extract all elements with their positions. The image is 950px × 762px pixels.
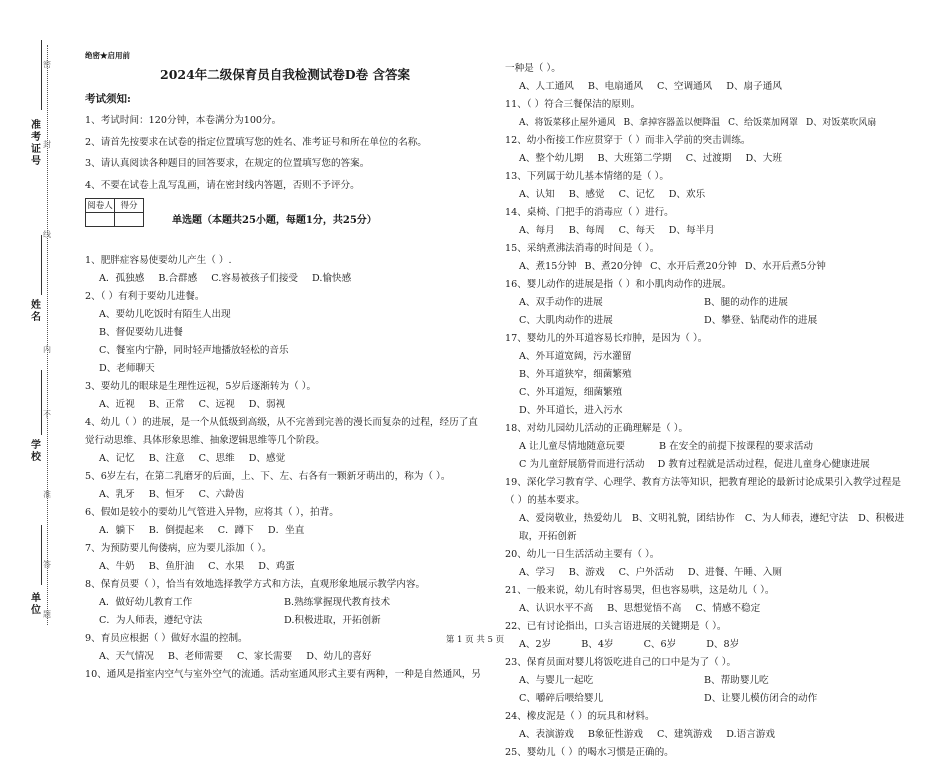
option: A、整个幼儿期 — [519, 153, 584, 164]
seal-warn-char: 密 — [43, 60, 51, 69]
question-options — [85, 612, 485, 630]
option: C、过渡期 — [685, 153, 732, 164]
option: C、水开后煮20分钟 — [650, 261, 737, 272]
question-stem: 25、婴幼儿（ ）的喝水习惯是正确的。 — [505, 747, 674, 758]
option: D、8岁 — [706, 639, 740, 650]
option: A、外耳道宽阔，污水灌留 — [519, 351, 632, 362]
seal-warn-char: 不 — [43, 410, 51, 419]
page-footer: 第 1 页 共 5 页 — [445, 635, 505, 645]
option: D、积极进取，开拓创新 — [519, 513, 905, 542]
option: A、2岁 — [519, 639, 552, 650]
option: C、记忆 — [618, 189, 655, 200]
grader-cell — [86, 213, 115, 227]
option: C、六龄齿 — [198, 489, 245, 500]
score-header: 得分 — [115, 199, 144, 213]
question-options — [85, 486, 485, 504]
question-stem: 16、婴儿动作的进展是指（ ）和小肌肉动作的进展。 — [505, 279, 732, 290]
question-stem: 23、保育员面对婴儿将饭吃进自己的口中是为了（ ）。 — [505, 657, 737, 668]
option: B、正常 — [148, 399, 185, 410]
question-options — [85, 522, 485, 540]
option: B、拿掉容器盖以便降温 — [623, 118, 721, 128]
left-column — [85, 51, 485, 684]
option: C、空调通风 — [656, 81, 713, 92]
question-options — [505, 600, 905, 618]
option: B、督促要幼儿进餐 — [99, 327, 183, 338]
option: B、鱼肝油 — [148, 561, 195, 572]
option: A、爱岗敬业，热爱幼儿 — [519, 513, 622, 524]
option: A．躺下 — [99, 525, 135, 536]
notice-list — [85, 112, 485, 194]
question-stem: 21、一般来说，幼儿有时容易哭，但也容易哄，这是幼儿（ ）。 — [505, 585, 775, 596]
option: A、每月 — [519, 225, 555, 236]
option: B、煮20分钟 — [584, 261, 643, 272]
question-stem: 15、采纳煮沸法消毒的时间是（ ）。 — [505, 243, 660, 254]
question-stem: 13、下列属于幼儿基本情绪的是（ ）。 — [505, 171, 669, 182]
option: D、水开后煮5分钟 — [744, 261, 826, 272]
option: A、将饭菜移止屋外通风 — [519, 118, 616, 128]
question-stem: 8、保育员要（ ），恰当有效地选择教学方式和方法，直观形象地展示教学内容。 — [85, 579, 426, 590]
seal-warn-char: 题 — [43, 610, 51, 619]
question-options — [505, 564, 905, 582]
option: A、双手动作的进展 — [519, 297, 603, 308]
score-table — [85, 198, 144, 227]
option: D、幼儿的喜好 — [306, 651, 372, 662]
question-stem: 5、6岁左右，在第二乳磨牙的后面，上、下、左、右各有一颗新牙萌出的，称为（ ）。 — [85, 471, 451, 482]
option: A、表演游戏 — [519, 729, 574, 740]
name-label: 姓名 — [31, 300, 41, 323]
question-stem: 6、假如是较小的要幼儿气管进入异物，应将其（ ），拍背。 — [85, 507, 339, 518]
option: C 为儿童舒展筋骨而进行活动 — [519, 459, 645, 470]
score-cell — [115, 213, 144, 227]
option: D、感觉 — [248, 453, 286, 464]
seal-warn-char: 答 — [43, 560, 51, 569]
question-stem: 24、橡皮泥是（ ）的玩具和材料。 — [505, 711, 655, 722]
name-field — [41, 235, 42, 295]
option: C、嚼碎后喂给婴儿 — [519, 693, 604, 704]
option: A、记忆 — [99, 453, 135, 464]
option: B、外耳道狭窄，细菌繁殖 — [519, 369, 632, 380]
option: B、4岁 — [581, 639, 614, 650]
seal-warn-char: 内 — [43, 345, 51, 354]
question-options — [505, 672, 905, 690]
unit-label: 单位 — [31, 593, 41, 616]
seal-warn-char: 准 — [43, 490, 51, 499]
option: B、文明礼貌，团结协作 — [631, 513, 735, 524]
question-options — [85, 396, 485, 414]
question-options — [505, 690, 905, 708]
option: D、进餐、午睡、入厕 — [687, 567, 782, 578]
option: B、恒牙 — [148, 489, 185, 500]
option: C、远视 — [198, 399, 235, 410]
question-stem: 9、育员应根据（ ）做好水温的控制。 — [85, 633, 248, 644]
question-stem: 7、为预防要儿佝偻病，应为要儿添加（ ）。 — [85, 543, 272, 554]
score-area — [85, 198, 485, 252]
option: D、攀登、钻爬动作的进展 — [704, 315, 818, 326]
option: B、电扇通风 — [587, 81, 643, 92]
option: D、对饭菜吹风扇 — [806, 118, 877, 128]
option: C、户外活动 — [618, 567, 674, 578]
school-label: 学校 — [31, 440, 41, 463]
notice-item: 2、请首先按要求在试卷的指定位置填写您的姓名、准考证号和所在单位的名称。 — [85, 136, 427, 148]
question-stem: 2、（ ）有利于要幼儿进餐。 — [85, 291, 205, 302]
option: B.合群感 — [158, 273, 198, 284]
question-options — [505, 150, 905, 168]
seal-line — [47, 45, 48, 625]
option: D.积极进取，开拓创新 — [284, 615, 381, 626]
option: C、外耳道短，细菌繁殖 — [519, 387, 623, 398]
option: B象征性游戏 — [587, 729, 643, 740]
option: C、给饭菜加网罩 — [728, 118, 799, 128]
option: D、老师聊天 — [99, 363, 155, 374]
question-options — [505, 78, 905, 96]
binding-margin — [0, 0, 82, 671]
notice-item: 4、不要在试卷上乱写乱画，请在密封线内答题，否则不予评分。 — [85, 179, 360, 191]
grader-header: 阅卷人 — [87, 200, 113, 211]
option: D 教育过程就是活动过程，促进儿童身心健康进展 — [657, 459, 870, 470]
exam-number-field — [41, 40, 42, 110]
option: C．蹲下 — [217, 525, 254, 536]
option: D.语言游戏 — [726, 729, 776, 740]
option: C、6岁 — [643, 639, 677, 650]
question-stem: 3、要幼儿的眼球是生理性远视，5岁后逐渐转为（ ）。 — [85, 381, 317, 392]
option: A．孤独感 — [99, 273, 145, 284]
secret-mark: 绝密★启用前 — [85, 51, 130, 60]
option: D．坐直 — [267, 525, 305, 536]
option: C.容易被孩子们接受 — [211, 273, 299, 284]
question-options — [505, 258, 905, 276]
notice-item: 1、考试时间：120分钟，本卷满分为100分。 — [85, 115, 282, 126]
question-options — [505, 456, 905, 474]
option: B、思想觉悟不高 — [607, 603, 682, 614]
exam-number-label: 准考证号 — [31, 120, 41, 167]
question-stem: 17、婴幼儿的外耳道容易长疖肿，是因为（ ）。 — [505, 333, 708, 344]
option: B、游戏 — [568, 567, 605, 578]
option: C、餐室内宁静，同时轻声地播放轻松的音乐 — [99, 345, 289, 356]
option: C、建筑游戏 — [656, 729, 713, 740]
option: A、近视 — [99, 399, 135, 410]
option: A、认知 — [519, 189, 555, 200]
question-options — [505, 222, 905, 240]
section-title: 单选题（本题共25小题，每题1分，共25分） — [172, 215, 377, 226]
option: B、大班第二学期 — [597, 153, 672, 164]
option: A、乳牙 — [99, 489, 135, 500]
option: C、为人师表，遵纪守法 — [744, 513, 849, 524]
question-options — [85, 558, 485, 576]
question-options — [85, 270, 485, 288]
option: B 在安全的前提下按课程的要求活动 — [659, 441, 814, 452]
option: A、天气情况 — [99, 651, 154, 662]
option: C、情感不稳定 — [695, 603, 761, 614]
question-stem: 一种是（ ）。 — [505, 63, 561, 74]
question-stem: 19、深化学习教育学、心理学、教育方法等知识，把教育理论的最新讨论成果引入教学过程是（ ）的基本要求。 — [505, 477, 901, 506]
option: A、牛奶 — [99, 561, 135, 572]
option: A、与婴儿一起吃 — [519, 675, 594, 686]
page-title: 2024年二级保育员自我检测试卷D卷 含答案 — [160, 67, 410, 82]
option: C、大肌肉动作的进展 — [519, 315, 613, 326]
question-stem: 4、幼儿（ ）的进展，是一个从低级到高级，从不完善到完善的漫长而复杂的过程，经历了直觉行动思维、具体形象思维、抽象逻辑思维等几个阶段。 — [85, 417, 478, 446]
option: D、欢乐 — [668, 189, 706, 200]
seal-warn-char: 线 — [43, 230, 51, 239]
question-options — [85, 594, 485, 612]
option: D、鸡蛋 — [258, 561, 295, 572]
question-options — [85, 648, 485, 666]
option: A、学习 — [519, 567, 555, 578]
option: A、煮15分钟 — [519, 261, 577, 272]
question-stem: 10、通风是指室内空气与室外空气的流通。活动室通风形式主要有两种，一种是自然通风，另 — [85, 669, 481, 680]
question-options — [505, 510, 905, 546]
option: D、外耳道长，进入污水 — [519, 405, 623, 416]
question-stem: 1、肥胖症容易使要幼儿产生（ ）. — [85, 255, 232, 266]
question-options — [505, 312, 905, 330]
notice-item: 3、请认真阅读各种题目的回答要求，在规定的位置填写您的答案。 — [85, 158, 370, 169]
option: B.熟练掌握现代教育技术 — [284, 597, 391, 608]
option: D、让婴儿模仿闭合的动作 — [704, 693, 818, 704]
notice-heading: 考试须知: — [85, 93, 131, 105]
option: C、每天 — [618, 225, 655, 236]
question-options — [85, 450, 485, 468]
option: C、思维 — [198, 453, 235, 464]
option: C、水果 — [208, 561, 245, 572]
question-stem: 22、已有讨论指出，口头言语进展的关键期是（ ）。 — [505, 621, 727, 632]
option: C．为人师表，遵纪守法 — [99, 615, 203, 626]
option: A 让儿童尽情地随意玩要 — [519, 441, 625, 452]
option: D、扇子通风 — [726, 81, 782, 92]
option: B．倒提起来 — [148, 525, 204, 536]
unit-field — [41, 525, 42, 585]
school-field — [41, 370, 42, 435]
question-stem: 20、幼儿一日生活活动主要有（ ）。 — [505, 549, 660, 560]
seal-warn-char: 封 — [43, 140, 51, 149]
option: D、弱视 — [248, 399, 286, 410]
option: B、老师需要 — [167, 651, 223, 662]
question-stem: 14、桌椅、门把手的消毒应（ ）进行。 — [505, 207, 674, 218]
option: A、要幼儿吃饭时有陌生人出现 — [99, 309, 231, 320]
option: D、每半月 — [668, 225, 715, 236]
question-options — [505, 294, 905, 312]
question-stem: 12、幼小衔接工作应贯穿于（ ）而非入学前的突击训练。 — [505, 135, 751, 146]
option: A．做好幼儿教育工作 — [99, 597, 193, 608]
question-options — [505, 186, 905, 204]
option: B、每周 — [568, 225, 605, 236]
option: B、注意 — [148, 453, 185, 464]
option: B、帮助婴儿吃 — [704, 675, 769, 686]
question-stem: 11、（ ）符合三餐保洁的原则。 — [505, 99, 641, 110]
question-options — [505, 438, 905, 456]
option: A、认识水平不高 — [519, 603, 594, 614]
option: D.愉快感 — [312, 273, 352, 284]
question-stem: 18、对幼儿园幼儿活动的正确理解是（ ）。 — [505, 423, 689, 434]
option: C、家长需要 — [236, 651, 293, 662]
question-options — [505, 114, 905, 132]
right-column — [505, 60, 905, 762]
question-options — [505, 726, 905, 744]
option: A、人工通风 — [519, 81, 574, 92]
option: B、腿的动作的进展 — [704, 297, 788, 308]
option: D、大班 — [745, 153, 782, 164]
option: B、感觉 — [568, 189, 605, 200]
